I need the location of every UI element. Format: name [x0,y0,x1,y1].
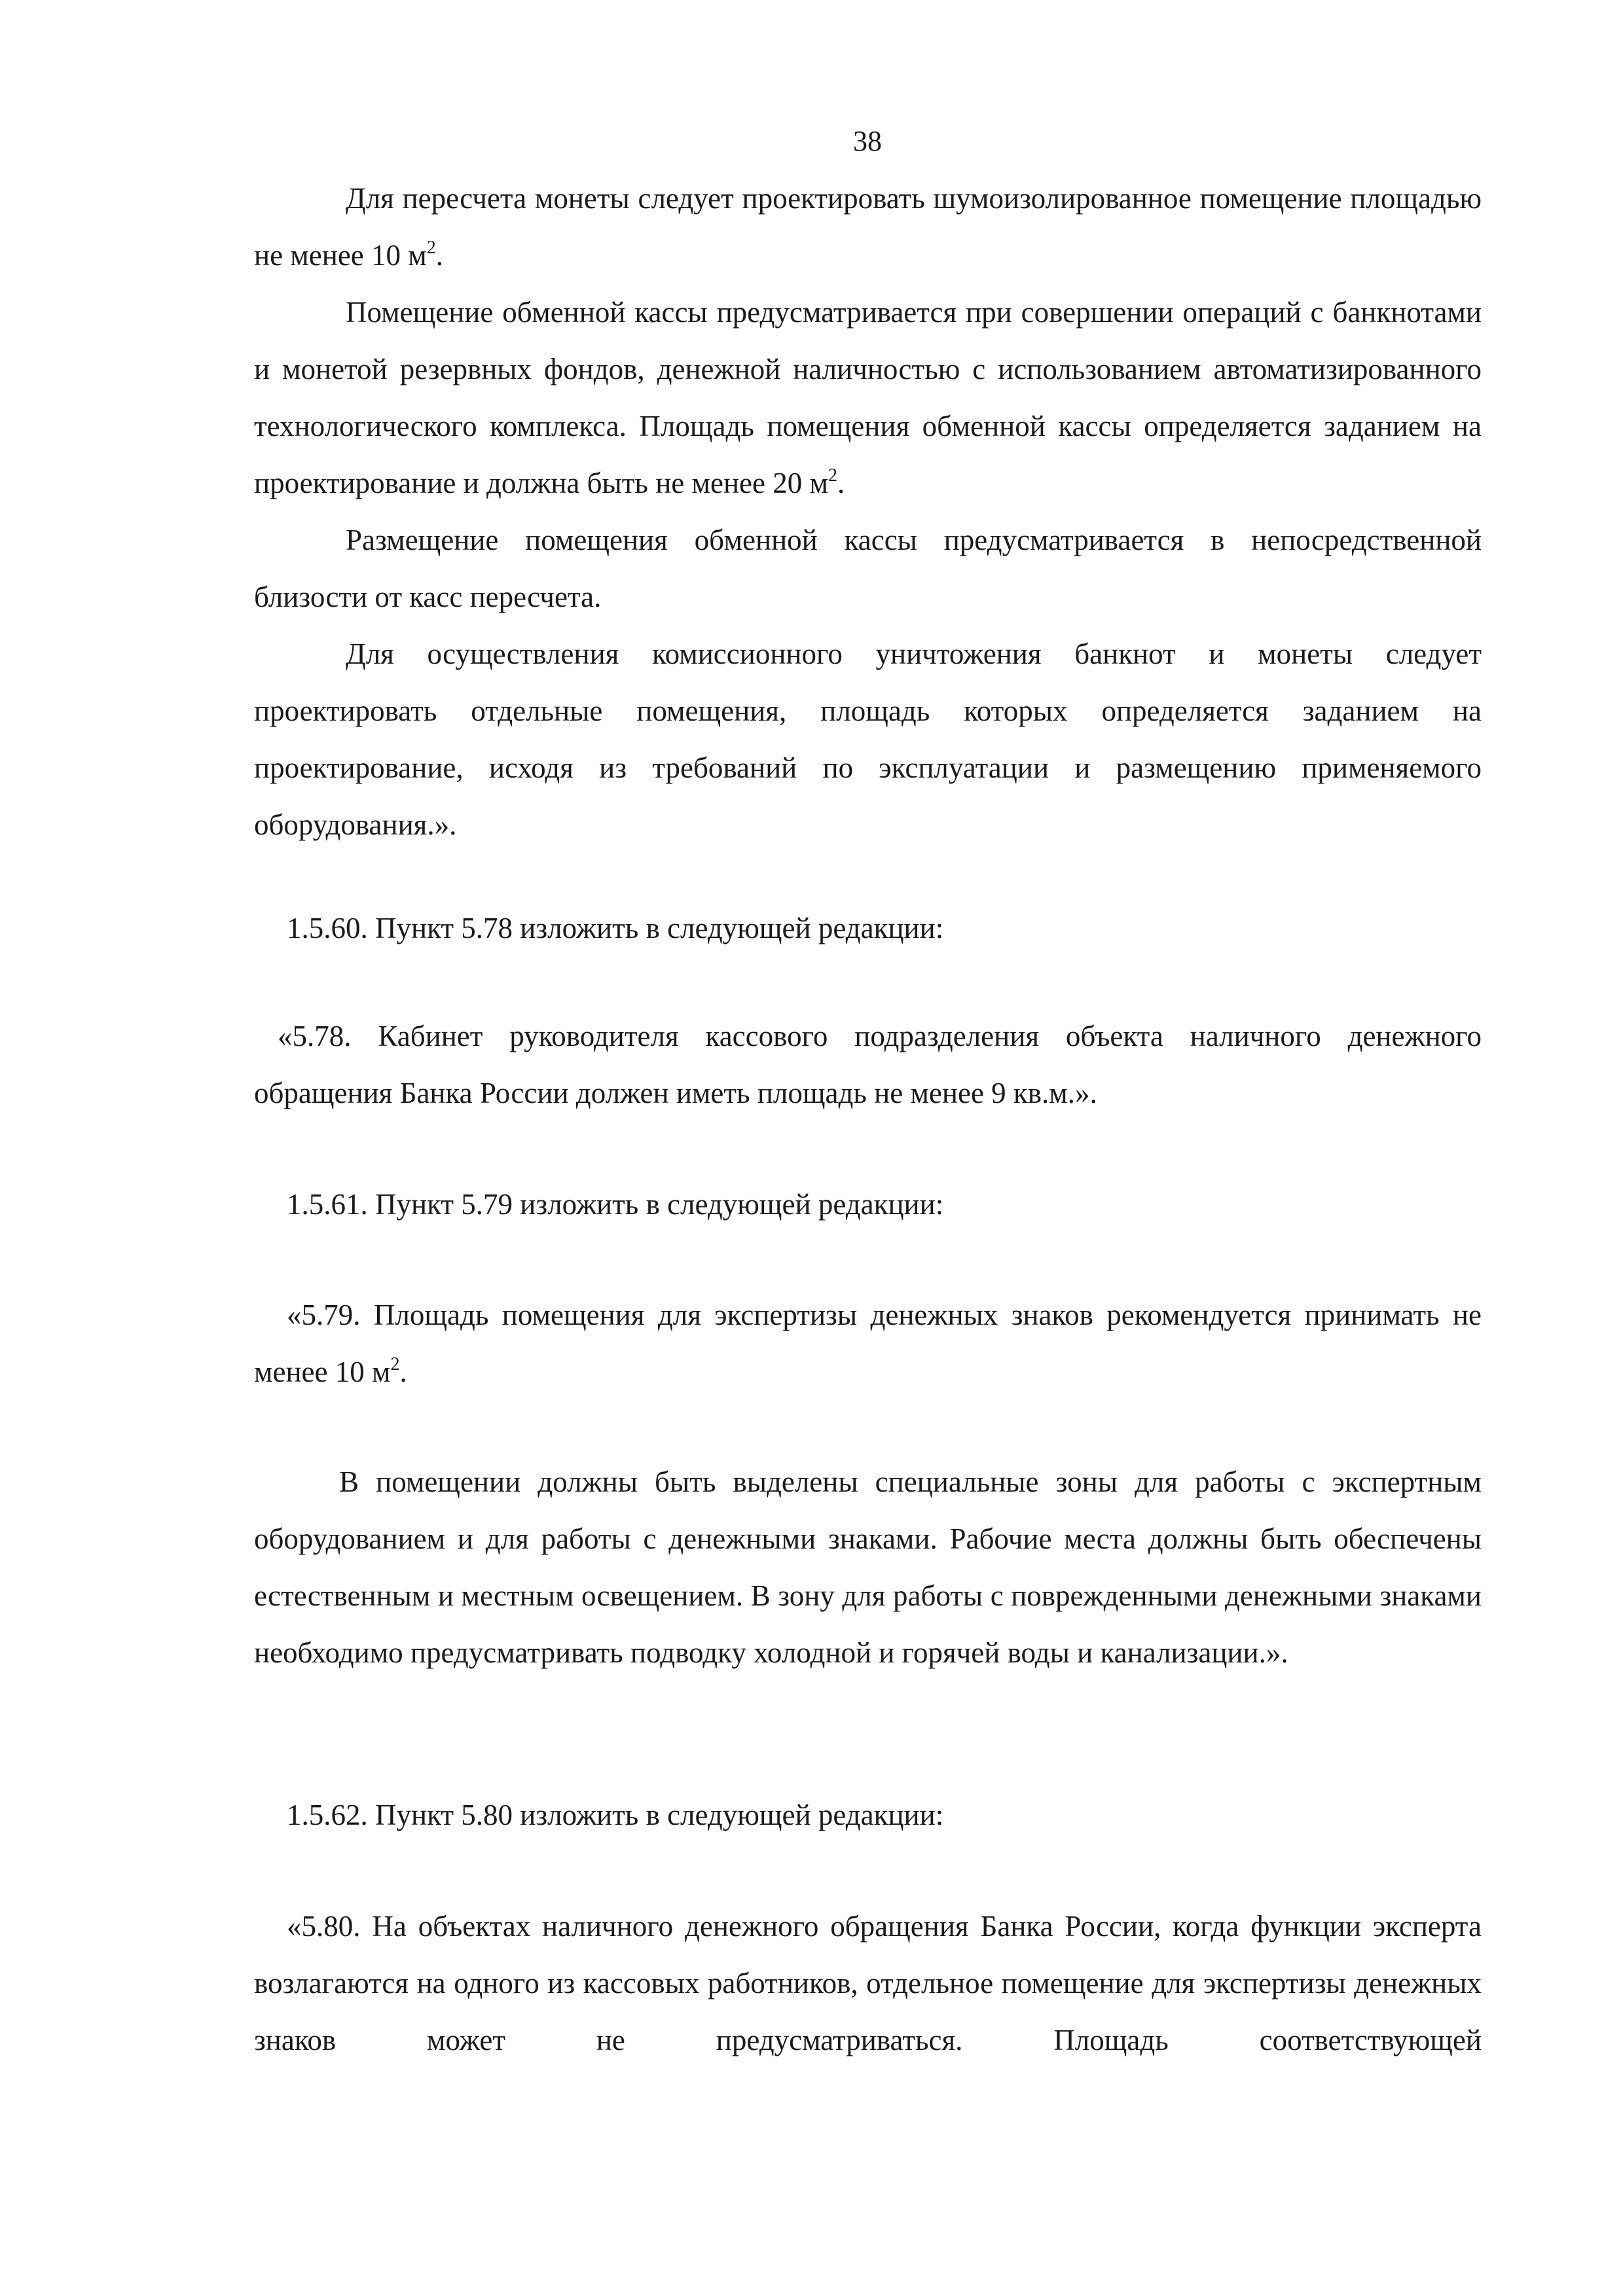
text-block-item-1-5-62 [254,1787,1482,1844]
paragraph-destruction-rooms: Для осуществления комиссионного уничтожения банкнот и монеты следует проектировать отдельные помещения, площадь которых определяется заданием на проектирование, исходя из требований по эксплуатации и размещению применяемого оборудования.». [254,637,1482,841]
clause-heading-1-5-61: 1.5.61. Пункт 5.79 изложить в следующей редакции: [287,1188,944,1221]
paragraph-exchange-placement: Размещение помещения обменной кассы предусматривается в непосредственной близости от касс пересчета. [254,524,1482,613]
paragraph-exchange-office: Помещение обменной кассы предусматривается при совершении операций с банкнотами и монетой резервных фондов, денежной наличностью с использованием автоматизированного технологического комплекса. Площадь помещения обменной кассы определяется заданием на проектирование и должна быть не менее 20 $м^2$. [254,296,1482,499]
text-block-main [254,170,1482,853]
clause-heading-1-5-60: 1.5.60. Пункт 5.78 изложить в следующей редакции: [287,912,944,944]
page-number: 38 [853,125,882,157]
text-block-item-1-5-60 [254,900,1482,957]
text-block-5-78 [254,1008,1482,1122]
paragraph-5-79: «5.79. Площадь помещения для экспертизы денежных знаков рекомендуется принимать не менее 10 $м^2$. [254,1299,1482,1388]
paragraph-5-78: «5.78. Кабинет руководителя кассового подразделения объекта наличного денежного обращения Банка России должен иметь площадь не менее 9 кв.м.». [254,1020,1482,1109]
text-block-zones [254,1454,1482,1681]
text-block-5-79 [254,1287,1482,1401]
text-block-5-80 [254,1898,1482,2069]
paragraph-5-80: «5.80. На объектах наличного денежного обращения Банка России, когда функции эксперта возлагаются на одного из кассовых работников, отдельное помещение для экспертизы денежных знаков может не предусматриваться. Площадь соответствующей [254,1910,1482,2056]
paragraph-coin-recount: Для пересчета монеты следует проектировать шумоизолированное помещение площадью не менее 10 $м^2$. [254,182,1482,272]
text-block-item-1-5-61 [254,1176,1482,1233]
clause-heading-1-5-62: 1.5.62. Пункт 5.80 изложить в следующей редакции: [287,1799,944,1831]
paragraph-special-zones: В помещении должны быть выделены специальные зоны для работы с экспертным оборудованием и для работы с денежными знаками. Рабочие места должны быть обеспечены естественным и местным освещением. В зону для работы с поврежденными денежными знаками необходимо предусматривать подводку холодной и горячей воды и канализации.». [254,1465,1482,1669]
